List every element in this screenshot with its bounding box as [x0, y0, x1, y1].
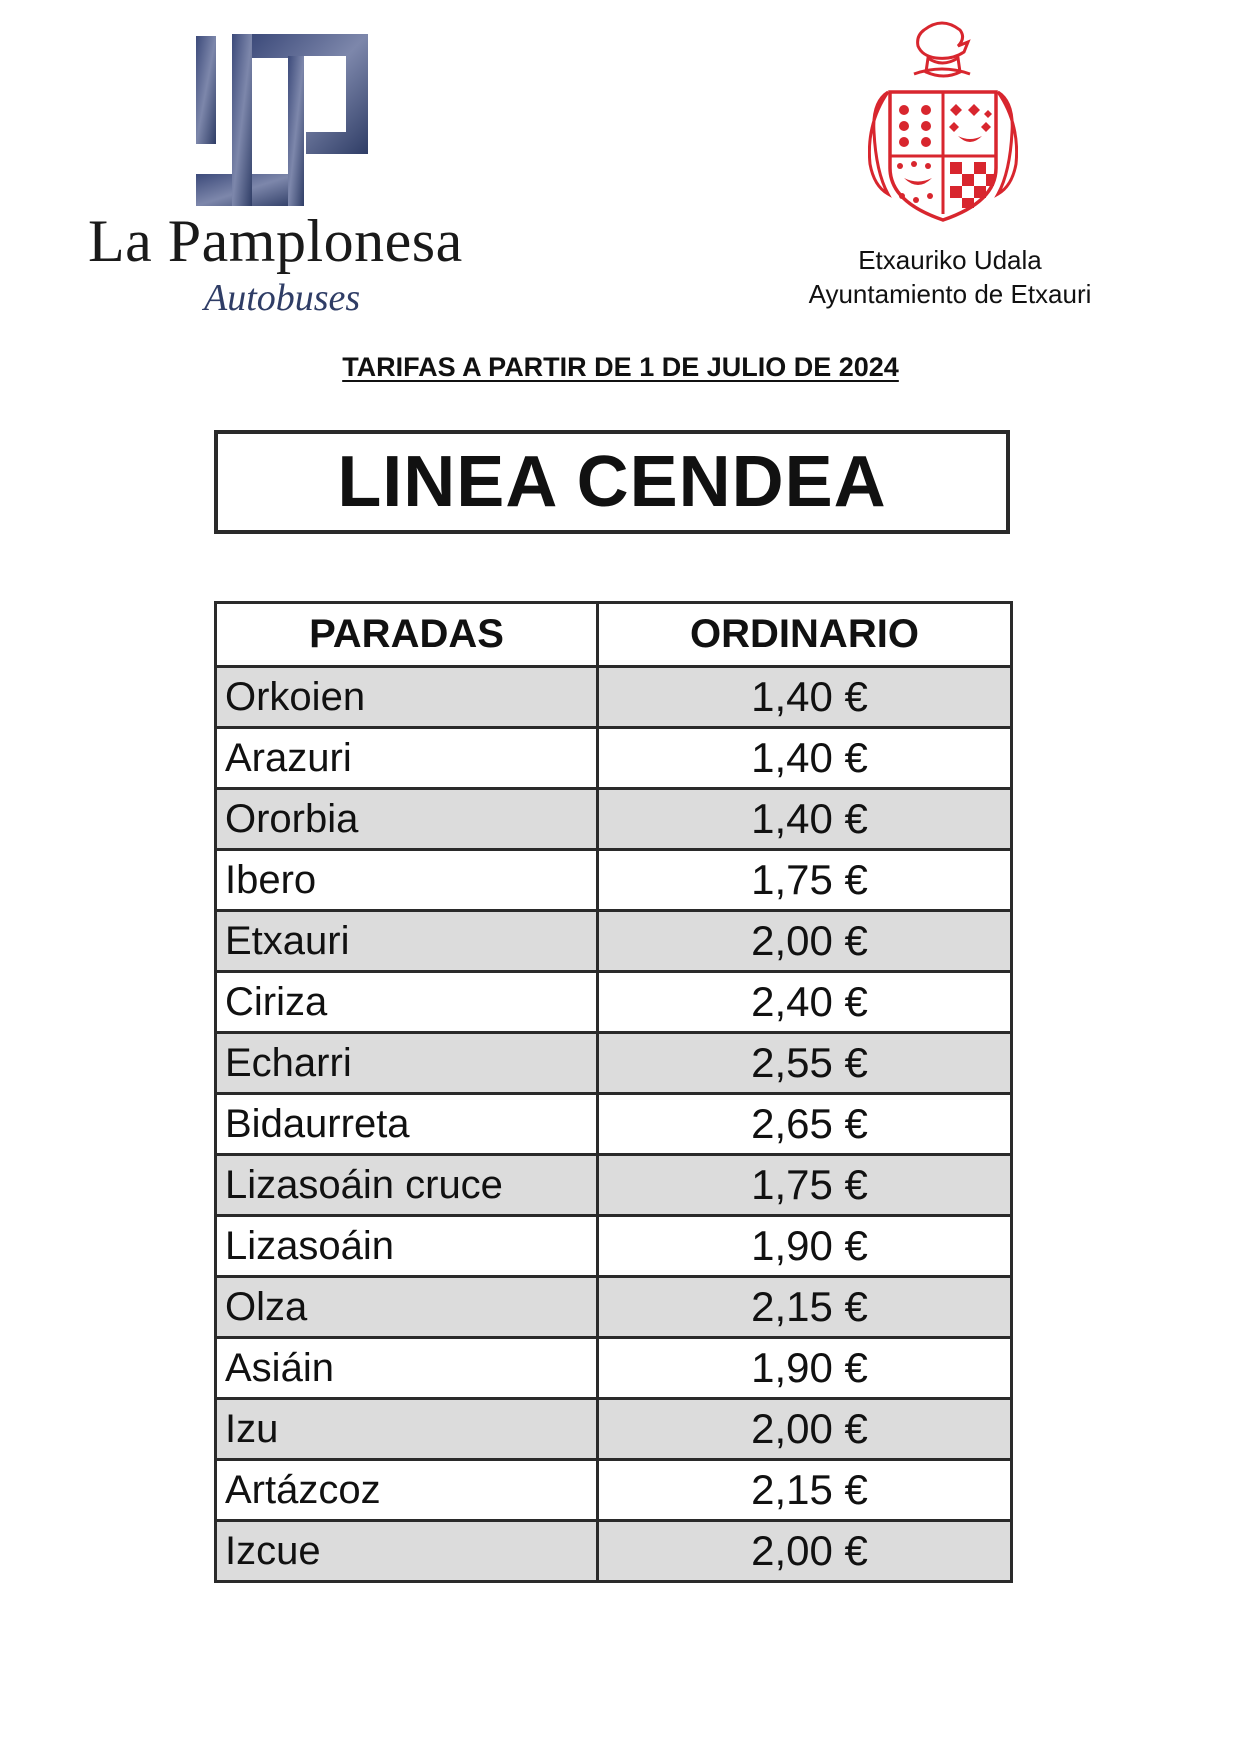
- stop-name: Bidaurreta: [216, 1094, 598, 1155]
- stop-name: Echarri: [216, 1033, 598, 1094]
- line-title: LINEA CENDEA: [337, 442, 887, 522]
- stop-name: Lizasoáin cruce: [216, 1155, 598, 1216]
- etxauri-logo: [780, 18, 1120, 318]
- stop-name: Olza: [216, 1277, 598, 1338]
- fare-price: 1,75 €: [598, 850, 1012, 911]
- fare-price: 2,00 €: [598, 1399, 1012, 1460]
- coat-of-arms-icon: [868, 18, 1018, 232]
- table-row: [216, 911, 1012, 972]
- municipality-name-spanish: Ayuntamiento de Etxauri: [808, 279, 1092, 309]
- table-row: [216, 1338, 1012, 1399]
- fare-price: 1,40 €: [598, 789, 1012, 850]
- fare-price: 1,40 €: [598, 667, 1012, 728]
- brand-subtitle: Autobuses: [204, 277, 361, 319]
- fare-price: 2,00 €: [598, 1521, 1012, 1582]
- table-row: [216, 972, 1012, 1033]
- brand-name: La Pamplonesa: [88, 208, 463, 274]
- line-title-box: [214, 430, 1010, 534]
- table-row: [216, 1399, 1012, 1460]
- table-row: [216, 1155, 1012, 1216]
- table-row: [216, 1094, 1012, 1155]
- table-header-row: [216, 603, 1012, 667]
- table-row: [216, 667, 1012, 728]
- table-row: [216, 1277, 1012, 1338]
- fare-price: 2,55 €: [598, 1033, 1012, 1094]
- table-row: [216, 1460, 1012, 1521]
- fare-price: 2,65 €: [598, 1094, 1012, 1155]
- column-header-fare: ORDINARIO: [598, 603, 1012, 667]
- stop-name: Asiáin: [216, 1338, 598, 1399]
- fare-price: 1,90 €: [598, 1338, 1012, 1399]
- stop-name: Izcue: [216, 1521, 598, 1582]
- stop-name: Lizasoáin: [216, 1216, 598, 1277]
- stop-name: Arazuri: [216, 728, 598, 789]
- stop-name: Orkoien: [216, 667, 598, 728]
- fare-price: 2,15 €: [598, 1277, 1012, 1338]
- table-row: [216, 850, 1012, 911]
- stop-name: Ororbia: [216, 789, 598, 850]
- stop-name: Izu: [216, 1399, 598, 1460]
- lp-monogram-icon: [196, 34, 368, 206]
- table-row: [216, 1033, 1012, 1094]
- fare-table: [214, 601, 1013, 1583]
- fare-price: 1,75 €: [598, 1155, 1012, 1216]
- stop-name: Ciriza: [216, 972, 598, 1033]
- municipality-name-basque: Etxauriko Udala: [858, 245, 1042, 275]
- stop-name: Etxauri: [216, 911, 598, 972]
- page-title: TARIFAS A PARTIR DE 1 DE JULIO DE 2024: [342, 352, 899, 382]
- column-header-stops: PARADAS: [216, 603, 598, 667]
- stop-name: Ibero: [216, 850, 598, 911]
- fare-price: 2,40 €: [598, 972, 1012, 1033]
- fare-price: 1,90 €: [598, 1216, 1012, 1277]
- table-row: [216, 728, 1012, 789]
- stop-name: Artázcoz: [216, 1460, 598, 1521]
- fare-price: 2,15 €: [598, 1460, 1012, 1521]
- table-row: [216, 1216, 1012, 1277]
- table-row: [216, 789, 1012, 850]
- fare-price: 2,00 €: [598, 911, 1012, 972]
- table-row: [216, 1521, 1012, 1582]
- la-pamplonesa-logo: [88, 34, 488, 324]
- fare-price: 1,40 €: [598, 728, 1012, 789]
